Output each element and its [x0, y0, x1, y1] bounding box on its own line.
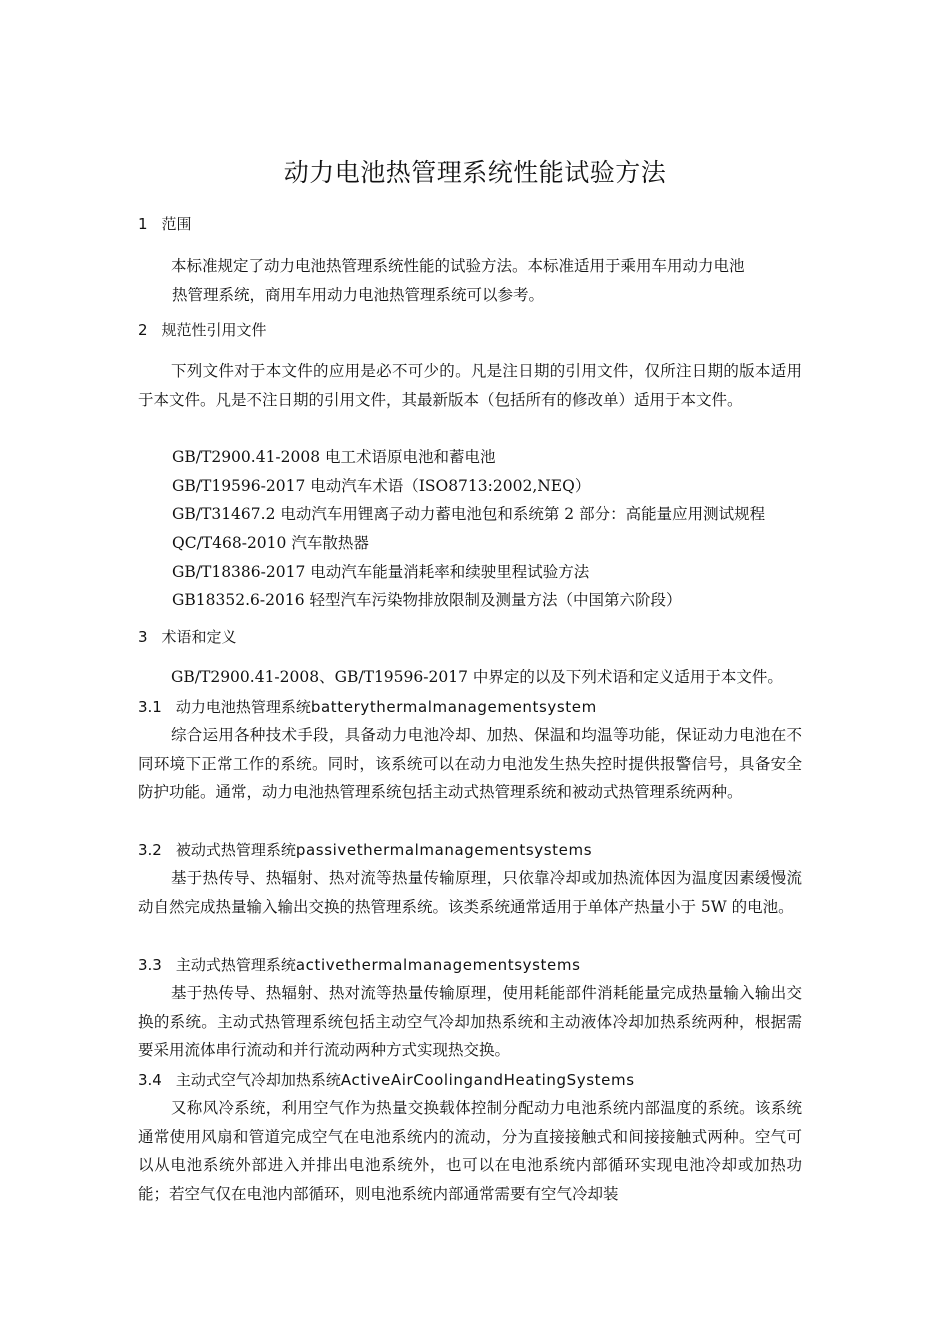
term-title: 主动式热管理系统: [175, 956, 296, 974]
subsection-number: 3.2: [138, 841, 162, 859]
term-definition-3-3: 基于热传导、热辐射、热对流等热量传输原理，使用耗能部件消耗能量完成热量输入输出交换的系统。主动式热管理系统包括主动空气冷却加热系统和主动液体冷却加热系统两种，根据需要采用流体串行流动和并行流动两种方式实现热交换。: [138, 984, 802, 1059]
scope-paragraph-line1: 本标准规定了动力电池热管理系统性能的试验方法。本标准适用于乘用车用动力电池: [171, 257, 745, 275]
references-paragraph: 下列文件对于本文件的应用是必不可少的。凡是注日期的引用文件，仅所注日期的版本适用于本文件。凡是不注日期的引用文件，其最新版本（包括所有的修改单）适用于本文件。: [138, 362, 802, 409]
term-definition-3-4: 又称风冷系统，利用空气作为热量交换载体控制分配动力电池系统内部温度的系统。该系统通常使用风扇和管道完成空气在电池系统内的流动，分为直接接触式和间接接触式两种。空气可以从电池系统外部进入并排出电池系统外，也可以在电池系统内部循环实现电池冷却或加热功能；若空气仅在电池内部循环，则电池系统内部通常需要有空气冷却装: [138, 1099, 802, 1203]
term-english: activethermalmanagementsystems: [295, 956, 581, 974]
reference-item: GB/T2900.41-2008 电工术语原电池和蓄电池: [172, 448, 496, 466]
term-english: ActiveAirCoolingandHeatingSystems: [340, 1071, 635, 1089]
term-title: 动力电池热管理系统: [175, 698, 311, 716]
reference-item: GB18352.6-2016 轻型汽车污染物排放限制及测量方法（中国第六阶段）: [172, 591, 682, 609]
reference-item: GB/T31467.2 电动汽车用锂离子动力蓄电池包和系统第 2 部分：高能量应用测试规程: [172, 505, 766, 523]
term-definition-3-1: 综合运用各种技术手段，具备动力电池冷却、加热、保温和均温等功能，保证动力电池在不同环境下正常工作的系统。同时，该系统可以在动力电池发生热失控时提供报警信号，具备安全防护功能。通常，动力电池热管理系统包括主动式热管理系统和被动式热管理系统两种。: [138, 726, 802, 801]
term-title: 主动式空气冷却加热系统: [175, 1071, 341, 1089]
subsection-heading-3-3: [138, 955, 580, 975]
term-english: batterythermalmanagementsystem: [310, 698, 597, 716]
subsection-heading-3-1: [138, 697, 597, 717]
section-number: 3: [138, 628, 148, 646]
section-heading-normative-references: [138, 320, 267, 340]
reference-item: GB/T18386-2017 电动汽车能量消耗率和续驶里程试验方法: [172, 563, 590, 581]
section-title: 范围: [161, 215, 192, 233]
subsection-number: 3.3: [138, 956, 162, 974]
subsection-heading-3-4: [138, 1070, 635, 1090]
term-definition-3-2: 基于热传导、热辐射、热对流等热量传输原理，只依靠冷却或加热流体因为温度因素缓慢流动自然完成热量输入输出交换的热管理系统。该类系统通常适用于单体产热量小于 5W 的电池。: [138, 869, 802, 916]
term-title: 被动式热管理系统: [175, 841, 296, 859]
reference-item: QC/T468-2010 汽车散热器: [172, 534, 369, 552]
section-heading-terms: [138, 627, 237, 647]
section-title: 规范性引用文件: [161, 321, 267, 339]
subsection-heading-3-2: [138, 840, 592, 860]
terms-intro-paragraph: GB/T2900.41-2008、GB/T19596-2017 中界定的以及下列术语和定义适用于本文件。: [171, 668, 783, 686]
section-heading-scope: [138, 214, 192, 234]
reference-item: GB/T19596-2017 电动汽车术语（ISO8713:2002,NEQ）: [172, 477, 591, 495]
section-number: 2: [138, 321, 148, 339]
document-title: 动力电池热管理系统性能试验方法: [283, 158, 667, 187]
section-title: 术语和定义: [161, 628, 237, 646]
subsection-number: 3.4: [138, 1071, 162, 1089]
term-english: passivethermalmanagementsystems: [295, 841, 593, 859]
section-number: 1: [138, 215, 148, 233]
subsection-number: 3.1: [138, 698, 162, 716]
scope-paragraph-line2: 热管理系统，商用车用动力电池热管理系统可以参考。: [172, 286, 545, 304]
